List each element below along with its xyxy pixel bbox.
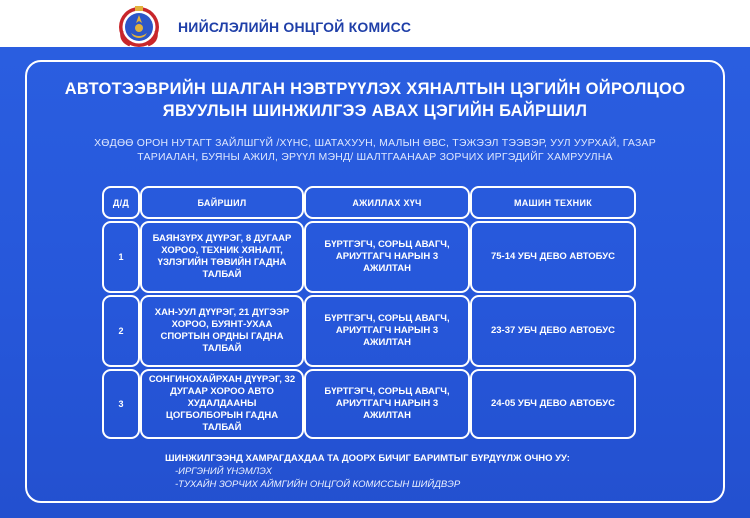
- row-3-staff: БҮРТГЭГЧ, СОРЬЦ АВАГЧ, АРИУТГАГЧ НАРЫН 3 АЖИЛТАН: [304, 369, 470, 439]
- header-location: БАЙРШИЛ: [140, 186, 304, 219]
- row-3-vehicle: 24-05 УБЧ ДЕВО АВТОБУС: [470, 369, 636, 439]
- note-item-id-card: -ИРГЭНИЙ ҮНЭМЛЭХ: [175, 466, 272, 477]
- header-bar: [0, 0, 750, 52]
- row-3-num: 3: [102, 369, 140, 439]
- poster-subtitle: [60, 136, 690, 164]
- row-3-location: СОНГИНОХАЙРХАН ДҮҮРЭГ, 32 ДУГААР ХОРОО АВТО ХУДАЛДААНЫ ЦОГБОЛБОРЫН ГАДНА ТАЛБАЙ: [140, 369, 304, 439]
- poster-title: [25, 78, 725, 122]
- row-2-vehicle: 23-37 УБЧ ДЕВО АВТОБУС: [470, 295, 636, 367]
- header-vehicle: МАШИН ТЕХНИК: [470, 186, 636, 219]
- note-heading: ШИНЖИЛГЭЭНД ХАМРАГДАХДАА ТА ДООРХ БИЧИГ БАРИМТЫГ БҮРДҮҮЛЖ ОЧНО УУ:: [165, 453, 570, 464]
- row-2-staff: БҮРТГЭГЧ, СОРЬЦ АВАГЧ, АРИУТГАГЧ НАРЫН 3 АЖИЛТАН: [304, 295, 470, 367]
- row-1-num: 1: [102, 221, 140, 293]
- row-1-location: БАЯНЗҮРХ ДҮҮРЭГ, 8 ДУГААР ХОРОО, ТЕХНИК ХЯНАЛТ, ҮЗЛЭГИЙН ТӨВИЙН ГАДНА ТАЛБАЙ: [140, 221, 304, 293]
- header-staff: АЖИЛЛАХ ХҮЧ: [304, 186, 470, 219]
- organization-name: НИЙСЛЭЛИЙН ОНЦГОЙ КОМИСС: [178, 19, 412, 35]
- row-2-location: ХАН-УУЛ ДҮҮРЭГ, 21 ДҮГЭЭР ХОРОО, БУЯНТ-УХАА СПОРТЫН ОРДНЫ ГАДНА ТАЛБАЙ: [140, 295, 304, 367]
- note-item-commission-decision: -ТУХАЙН ЗОРЧИХ АЙМГИЙН ОНЦГОЙ КОМИССЫН ШИЙДВЭР: [175, 479, 461, 490]
- subtitle-line-1: ХӨДӨӨ ОРОН НУТАГТ ЗАЙЛШГҮЙ /ХҮНС, ШАТАХУУН, МАЛЫН ӨВС, ТЭЖЭЭЛ ТЭЭВЭР, УУЛ УУРХАЙ, ГАЗАР: [94, 137, 656, 149]
- title-line-2: ЯВУУЛЫН ШИНЖИЛГЭЭ АВАХ ЦЭГИЙН БАЙРШИЛ: [162, 102, 588, 120]
- row-1-vehicle: 75-14 УБЧ ДЕВО АВТОБУС: [470, 221, 636, 293]
- row-1-staff: БҮРТГЭГЧ, СОРЬЦ АВАГЧ, АРИУТГАГЧ НАРЫН 3 АЖИЛТАН: [304, 221, 470, 293]
- title-line-1: АВТОТЭЭВРИЙН ШАЛГАН НЭВТРҮҮЛЭХ ХЯНАЛТЫН ЦЭГИЙН ОЙРОЛЦОО: [64, 80, 686, 98]
- state-emblem-icon: [116, 5, 162, 49]
- row-2-num: 2: [102, 295, 140, 367]
- document-requirements-note: [165, 452, 665, 491]
- subtitle-line-2: ТАРИАЛАН, БУЯНЫ АЖИЛ, ЭРҮҮЛ МЭНД/ ШАЛТГААНААР ЗОРЧИХ ИРГЭДИЙГ ХАМРУУЛНА: [137, 151, 613, 163]
- header-num: Д/Д: [102, 186, 140, 219]
